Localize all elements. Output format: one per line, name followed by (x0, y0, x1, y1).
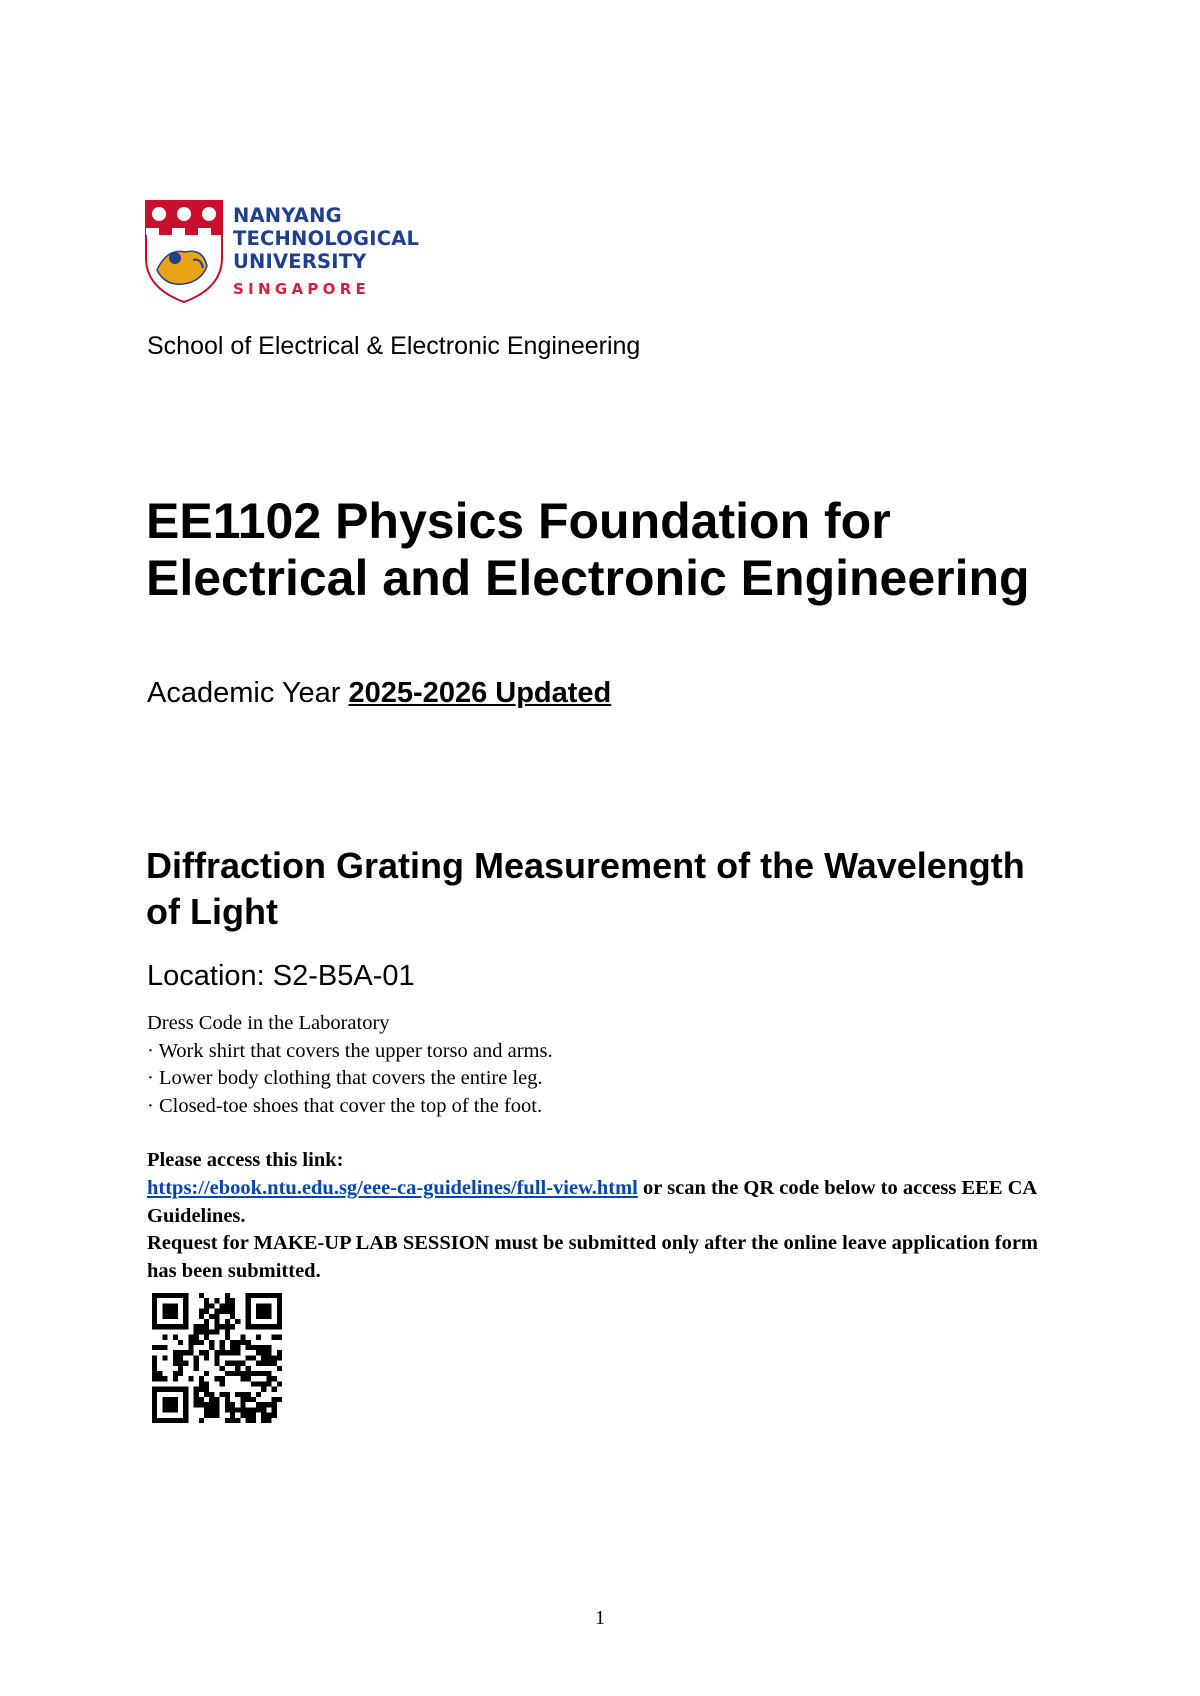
ntu-crest-icon (145, 200, 223, 303)
logo-text-line1: NANYANG (233, 204, 342, 227)
dress-code-item: · Work shirt that covers the upper torso and arms. (147, 1039, 553, 1062)
guidelines-link[interactable]: https://ebook.ntu.edu.sg/eee-ca-guidelines/full-view.html (147, 1176, 638, 1199)
dress-code-title: Dress Code in the Laboratory (147, 1012, 390, 1034)
logo-text-line2: TECHNOLOGICAL (233, 227, 420, 250)
makeup-note: Request for MAKE-UP LAB SESSION must be submitted only after the online leave application form has been submitted. (147, 1232, 1039, 1282)
logo-text-line3: UNIVERSITY (233, 250, 367, 273)
access-after-link: or scan the QR code below to access EEE CA Guidelines. (147, 1176, 1037, 1227)
academic-year-value: 2025-2026 Updated (348, 677, 612, 709)
lab-instructions (147, 1010, 1067, 1285)
qr-code-icon[interactable] (152, 1293, 282, 1423)
school-name: School of Electrical & Electronic Engineering (147, 332, 641, 360)
academic-year-label: Academic Year (147, 677, 349, 709)
course-title: EE1102 Physics Foundation for Electrical and Electronic Engineering (146, 493, 1030, 606)
page-number: 1 (595, 1607, 605, 1629)
access-intro: Please access this link: (147, 1149, 344, 1172)
spacer (147, 1120, 1067, 1147)
university-logo (145, 200, 435, 305)
lab-location: Location: S2-B5A-01 (147, 960, 415, 992)
academic-year (147, 677, 611, 710)
university-wordmark (233, 204, 419, 298)
logo-text-singapore: SINGAPORE (233, 280, 371, 298)
dress-code-item: · Closed-toe shoes that cover the top of the foot. (147, 1094, 543, 1117)
dress-code-item: · Lower body clothing that covers the entire leg. (147, 1067, 543, 1090)
experiment-title: Diffraction Grating Measurement of the Wavelength of Light (146, 845, 1025, 932)
access-paragraph (147, 1175, 1067, 1230)
